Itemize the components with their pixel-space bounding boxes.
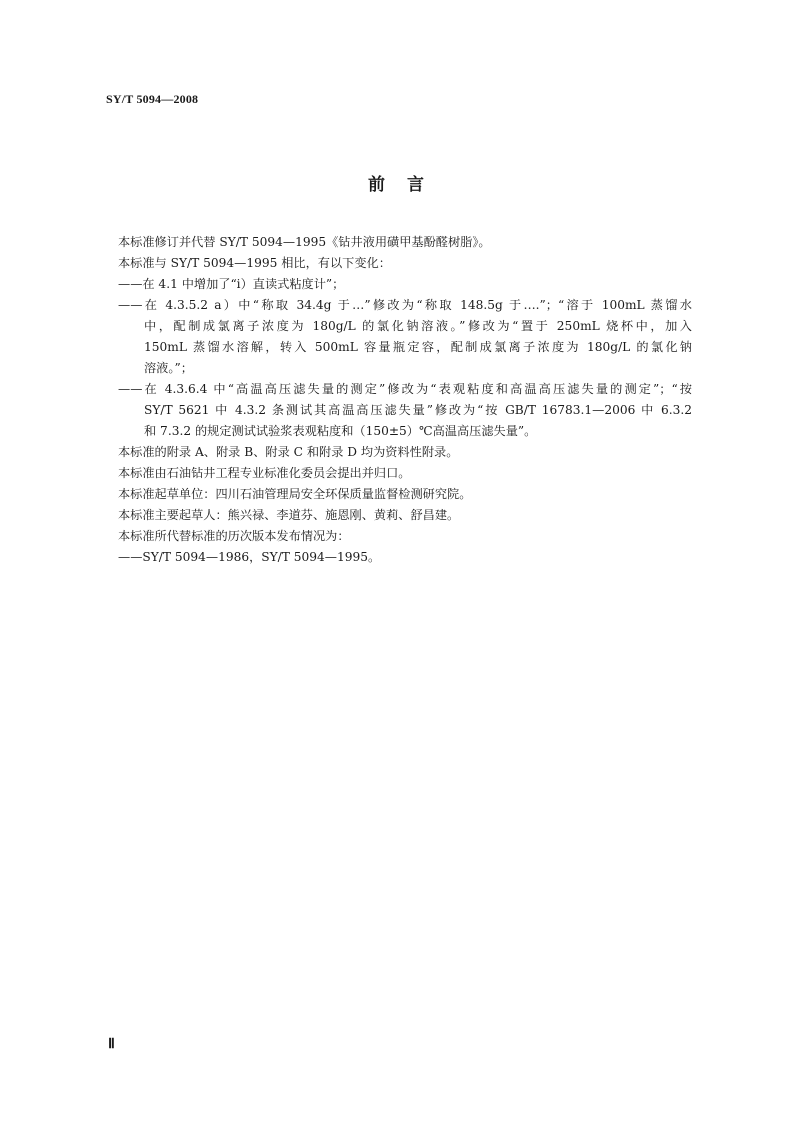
change-item-2-line: 溶液。”；	[144, 361, 193, 375]
paragraph-drafting-unit: 本标准起草单位：四川石油管理局安全环保质量监督检测研究院。	[118, 487, 472, 501]
change-item-3-line: ——在 4.3.6.4 中“高温高压滤失量的测定”修改为“表观粘度和高温高压滤失量的测定”；“按	[118, 382, 692, 396]
page-title: 前言	[368, 175, 446, 195]
paragraph-supersedes: 本标准修订并代替 SY/T 5094—1995《钻井液用磺甲基酚醛树脂》。	[118, 235, 491, 249]
paragraph-appendices: 本标准的附录 A、附录 B、附录 C 和附录 D 均为资料性附录。	[118, 445, 459, 459]
change-item-2-line: ——在 4.3.5.2 a）中“称取 34.4g 于…”修改为“称取 148.5g 于….”；“溶于 100mL 蒸馏水	[118, 298, 692, 312]
change-item-3	[118, 379, 692, 442]
paragraph-proposer: 本标准由石油钻井工程专业标准化委员会提出并归口。	[118, 466, 411, 480]
foreword-body	[118, 232, 692, 568]
document-code-header: SY/T 5094—2008	[106, 92, 199, 106]
change-item-3-line: SY/T 5621 中 4.3.2 条测试其高温高压滤失量”修改为“按 GB/T 16783.1—2006 中 6.3.2	[144, 403, 692, 417]
paragraph-changes-intro: 本标准与 SY/T 5094—1995 相比，有以下变化：	[118, 256, 391, 270]
previous-editions-item: ——SY/T 5094—1986，SY/T 5094—1995。	[118, 550, 381, 564]
change-item-2	[118, 295, 692, 379]
change-item-2-line: 150mL 蒸馏水溶解，转入 500mL 容量瓶定容，配制成氯离子浓度为 180g/L 的氯化钠	[144, 340, 692, 354]
change-item-1: ——在 4.1 中增加了“i）直读式粘度计”；	[118, 277, 345, 291]
change-item-3-line: 和 7.3.2 的规定测试试验浆表观粘度和（150±5）℃高温高压滤失量”。	[144, 424, 537, 438]
paragraph-previous-editions: 本标准所代替标准的历次版本发布情况为：	[118, 529, 350, 543]
paragraph-drafters: 本标准主要起草人：熊兴禄、李道芬、施恩刚、黄莉、舒昌建。	[118, 508, 460, 522]
change-item-2-line: 中，配制成氯离子浓度为 180g/L 的氯化钠溶液。”修改为“置于 250mL 烧杯中，加入	[144, 319, 692, 333]
page-number: Ⅱ	[108, 1037, 115, 1052]
